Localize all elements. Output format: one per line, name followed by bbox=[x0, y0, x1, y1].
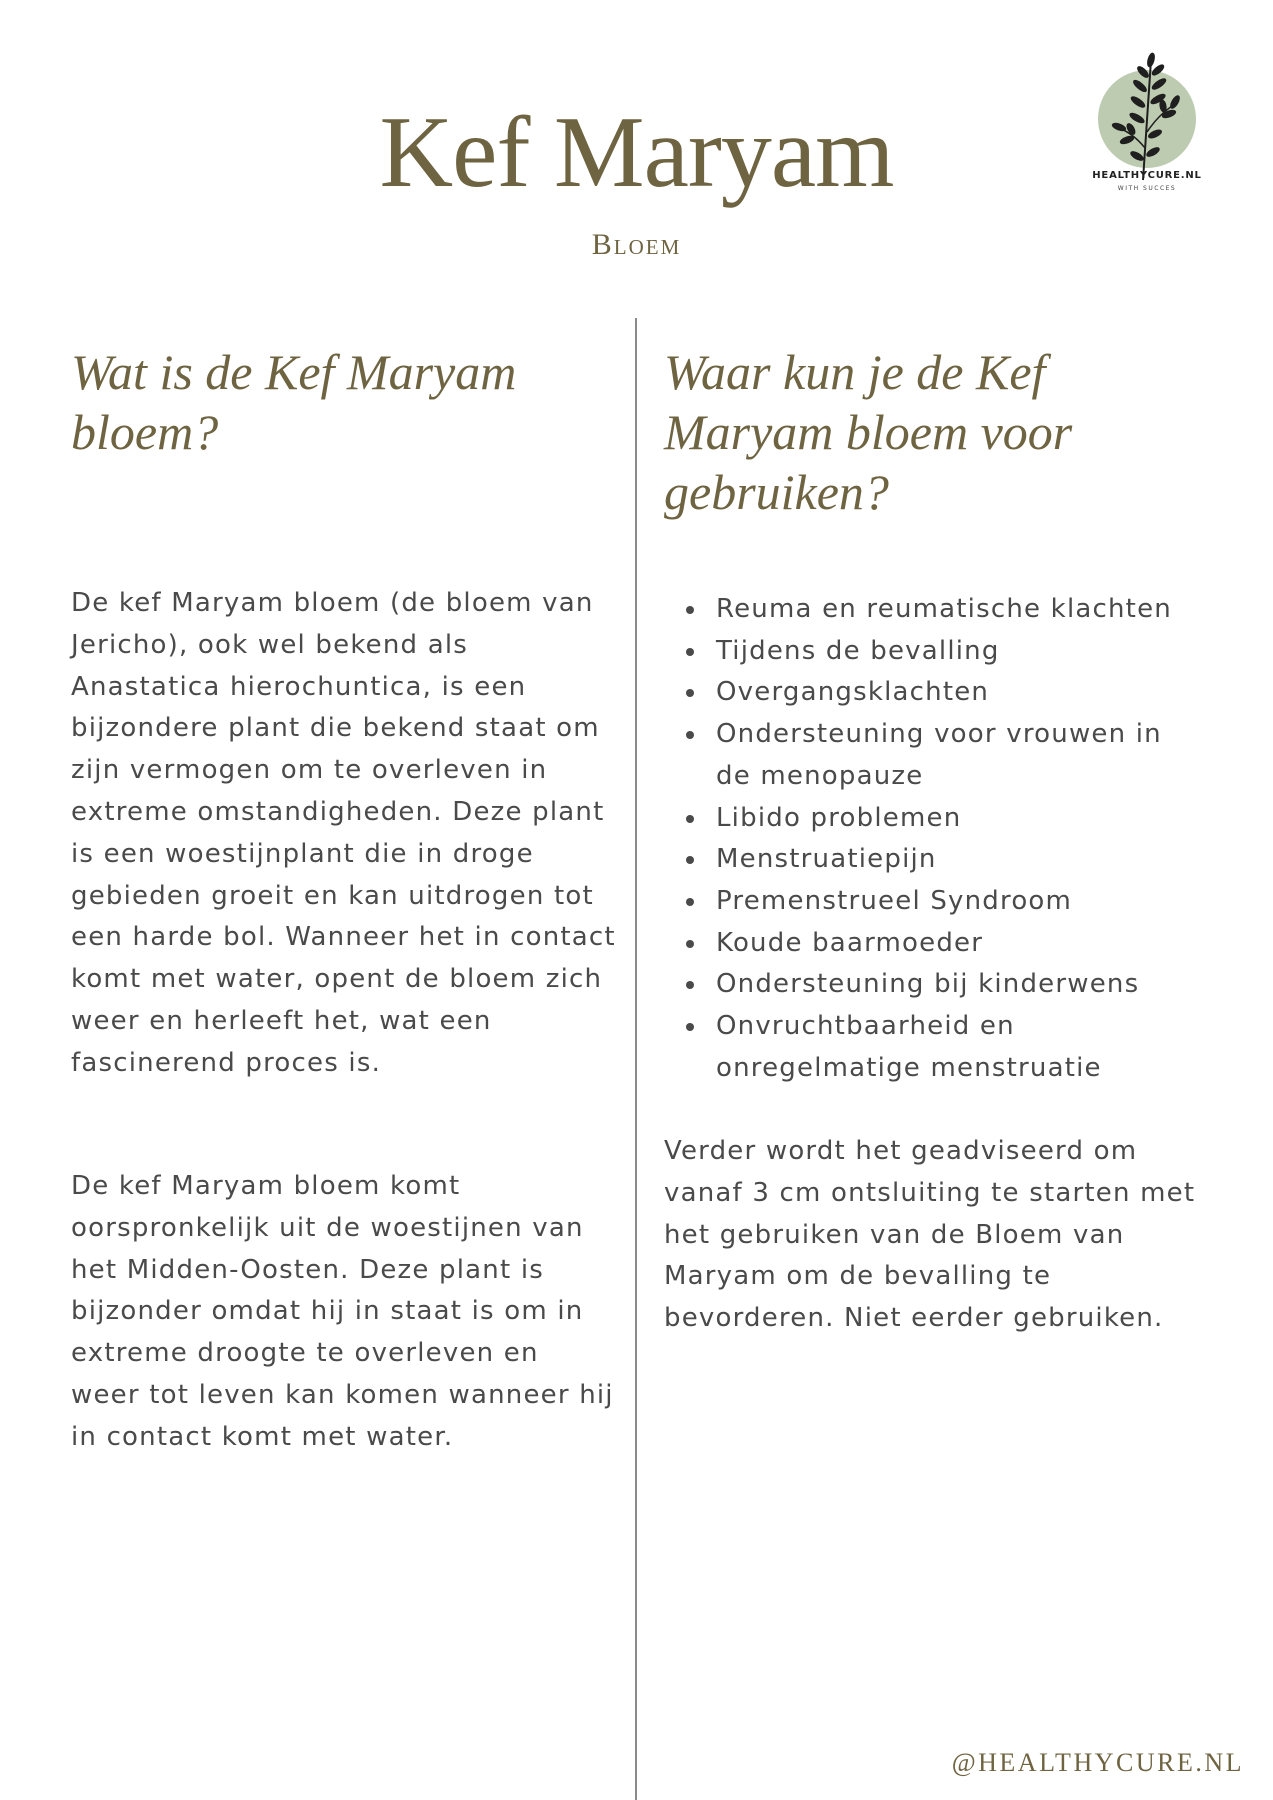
list-item: Overgangsklachten bbox=[664, 672, 1204, 714]
list-item: Koude baarmoeder bbox=[664, 923, 1204, 965]
column-divider bbox=[635, 318, 637, 1800]
right-heading: Waar kun je de Kef Maryam bloem voor gebruiken? bbox=[664, 344, 1073, 520]
list-item: Ondersteuning bij kinderwens bbox=[664, 964, 1204, 1006]
list-item: Menstruatiepijn bbox=[664, 839, 1204, 881]
logo-brand-name: HEALTHYCURE.NL bbox=[1092, 170, 1202, 181]
plant-branch-icon bbox=[1103, 52, 1193, 182]
uses-list bbox=[664, 589, 1204, 1089]
left-heading: Wat is de Kef Maryam bloem? bbox=[71, 344, 517, 460]
list-item: Onvruchtbaarheid en onregelmatige menstruatie bbox=[664, 1006, 1204, 1089]
list-item: Ondersteuning voor vrouwen in de menopauze bbox=[664, 714, 1204, 797]
brand-logo bbox=[1075, 50, 1235, 200]
list-item: Libido problemen bbox=[664, 798, 1204, 840]
list-item: Tijdens de bevalling bbox=[664, 631, 1204, 673]
footer-social-handle: @HEALTHYCURE.NL bbox=[951, 1748, 1244, 1777]
usage-note-paragraph: Verder wordt het geadviseerd om vanaf 3 cm ontsluiting te starten met het gebruiken van de Bloem van Maryam om de bevalling te bevorderen. Niet eerder gebruiken. bbox=[664, 1136, 1196, 1334]
page-title: Kef Maryam bbox=[379, 96, 894, 209]
list-item: Premenstrueel Syndroom bbox=[664, 881, 1204, 923]
intro-paragraph: De kef Maryam bloem (de bloem van Jericho), ook wel bekend als Anastatica hierochuntica, is een bijzondere plant die bekend staat om zijn vermogen om te overleven in extreme omstandigheden. Deze plant is een woestijnplant die in droge gebieden groeit en kan uitdrogen tot een harde bol. Wanneer het in contact komt met water, opent de bloem zich weer en herleeft het, wat een fascinerend proces is. bbox=[71, 588, 616, 1078]
list-item: Reuma en reumatische klachten bbox=[664, 589, 1204, 631]
logo-tagline: WITH SUCCES bbox=[1117, 185, 1177, 192]
page-subtitle: Bloem bbox=[591, 228, 682, 261]
origin-paragraph: De kef Maryam bloem komt oorspronkelijk uit de woestijnen van het Midden-Oosten. Deze plant is bijzonder omdat hij in staat is om in extreme droogte te overleven en weer tot leven kan komen wanneer hij in contact komt met water. bbox=[71, 1171, 614, 1452]
